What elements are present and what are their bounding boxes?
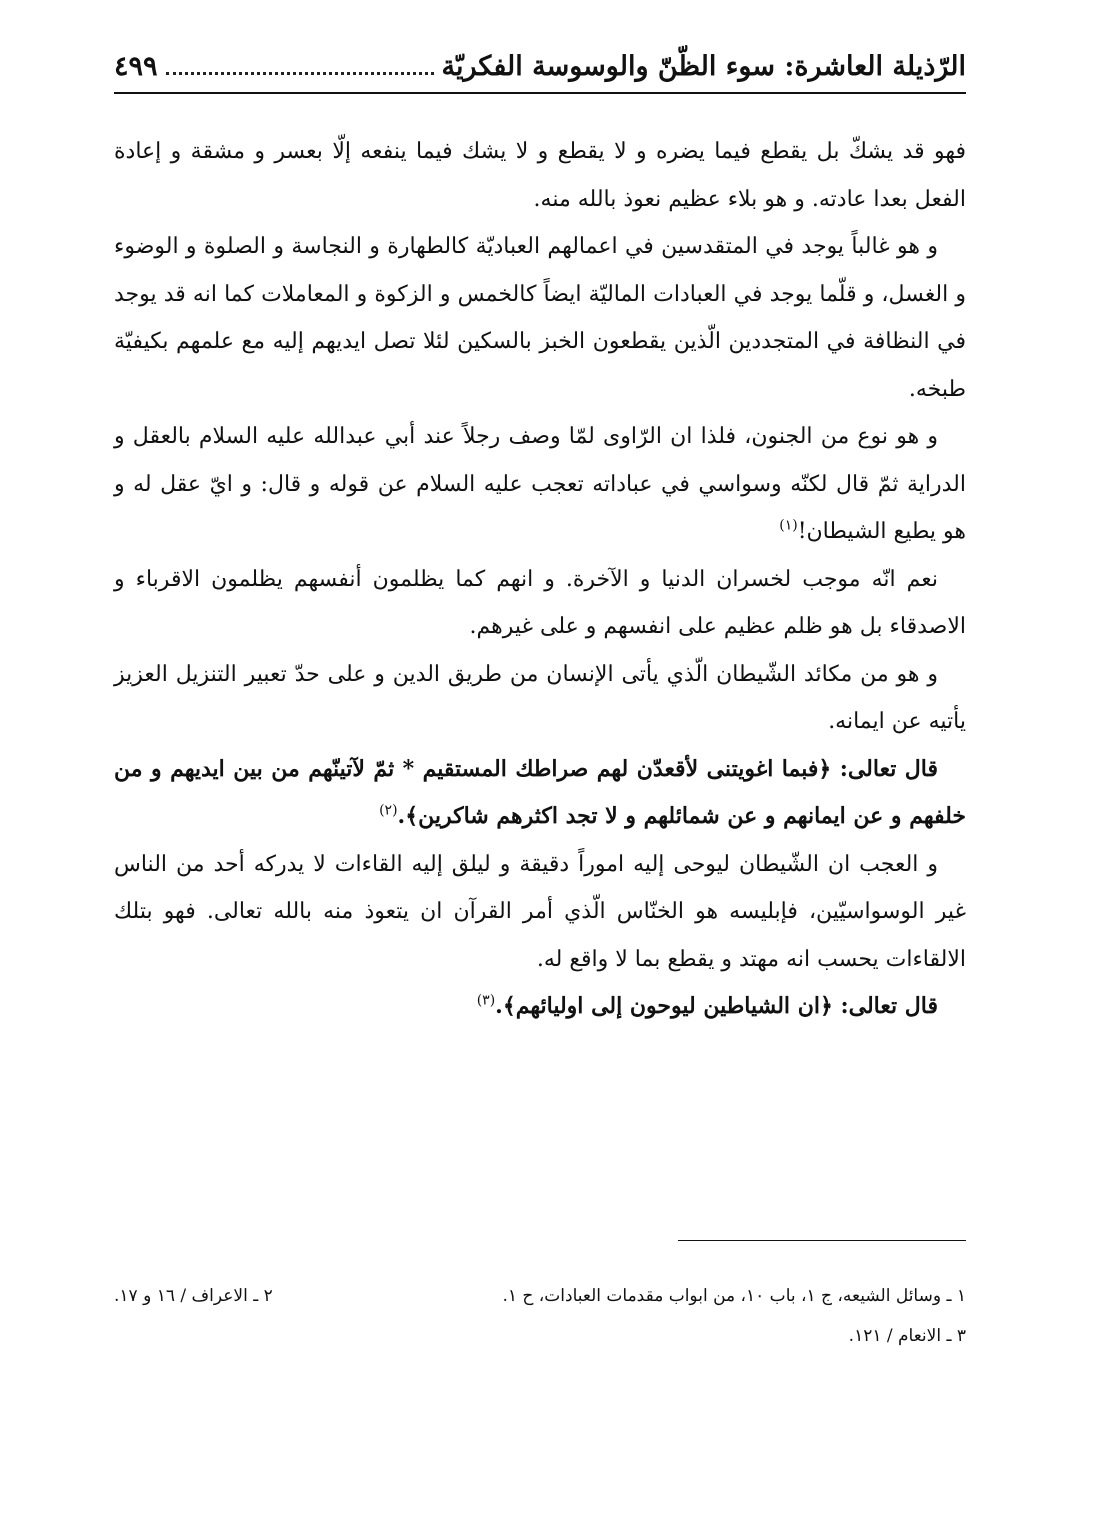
paragraph-3-text: و هو نوع من الجنون، فلذا ان الرّاوى لمّا وصف رجلاً عند أبي عبدالله عليه السلام بالعقل و الدراية ثمّ قال لكنّه وسواسي في عباداته تعجب عليه السلام عن قوله و قال: و ايّ عقل له و هو يطيع الشيطان! bbox=[114, 424, 966, 544]
running-title: الرّذيلة العاشرة: سوء الظّنّ والوسوسة الفكريّة bbox=[441, 51, 966, 82]
note-ref-2[interactable]: (٢) bbox=[379, 802, 398, 819]
quran-quote-2: قال تعالى: ﴿ان الشياطين ليوحون إلى اوليائهم﴾. bbox=[495, 993, 938, 1019]
note-ref-1[interactable]: (١) bbox=[779, 517, 798, 534]
quran-quote-1: قال تعالى: ﴿فبما اغويتنى لأقعدّن لهم صراطك المستقيم * ثمّ لآتينّهم من بين ايديهم و من خلفهم و عن ايمانهم و عن شمائلهم و لا تجد اكثرهم شاكرين﴾. bbox=[114, 755, 966, 829]
paragraph-6 bbox=[114, 746, 966, 841]
paragraph-4: نعم انّه موجب لخسران الدنيا و الآخرة. و انهم كما يظلمون أنفسهم يظلمون الاقرباء و الاصدقاء بل هو ظلم عظيم على انفسهم و على غيرهم. bbox=[114, 566, 966, 639]
paragraph-7: و العجب ان الشّيطان ليوحى إليه اموراً دقيقة و ليلق إليه القاءات لا يدركه أحد من الناس غير الوسواسيّين، فإبليسه هو الخنّاس الّذي أمر القرآن ان يتعوذ منه بالله تعالى. فهو بتلك الالقاءات يحسب انه مهتد و يقطع بما لا واقع له. bbox=[114, 851, 966, 972]
footnote-divider bbox=[678, 1240, 966, 1241]
footnote-3: ٣ ـ الانعام / ١٢١. bbox=[848, 1326, 966, 1346]
running-header bbox=[114, 38, 966, 94]
footnote-row bbox=[114, 1316, 966, 1356]
footnotes bbox=[114, 1276, 966, 1356]
paragraph-2: و هو غالباً يوجد في المتقدسين في اعمالهم العباديّة كالطهارة و النجاسة و الصلوة و الوضوء و الغسل، و قلّما يوجد في العبادات الماليّة ايضاً كالخمس و الزكوة و المعاملات كما انه قد يوجد في النظافة في المتجددين الّذين يقطعون الخبز بالسكين لئلا تصل ايديهم إليه مع علمهم بكيفيّة طبخه. bbox=[114, 234, 966, 402]
paragraph-8 bbox=[114, 983, 966, 1031]
footnote-row bbox=[114, 1276, 966, 1316]
paragraph-5: و هو من مكائد الشّيطان الّذي يأتى الإنسان من طريق الدين و على حدّ تعبير التنزيل العزيز يأتيه عن ايمانه. bbox=[114, 661, 966, 734]
main-text bbox=[114, 128, 966, 1031]
note-ref-3[interactable]: (٣) bbox=[476, 992, 496, 1009]
footnote-2: ٢ ـ الاعراف / ١٦ و ١٧. bbox=[114, 1286, 273, 1306]
paragraph-3 bbox=[114, 413, 966, 556]
page-number: ٤٩٩ bbox=[114, 51, 158, 82]
footnote-1: ١ ـ وسائل الشيعه، ج ١، باب ١٠، من ابواب مقدمات العبادات، ح ١. bbox=[502, 1286, 966, 1306]
leader-dots bbox=[166, 72, 434, 75]
paragraph-1: فهو قد يشكّ بل يقطع فيما يضره و لا يقطع و لا يشك فيما ينفعه إلّا بعسر و مشقة و إعادة الفعل بعدا عادته. و هو بلاء عظيم نعوذ بالله منه. bbox=[114, 139, 966, 212]
